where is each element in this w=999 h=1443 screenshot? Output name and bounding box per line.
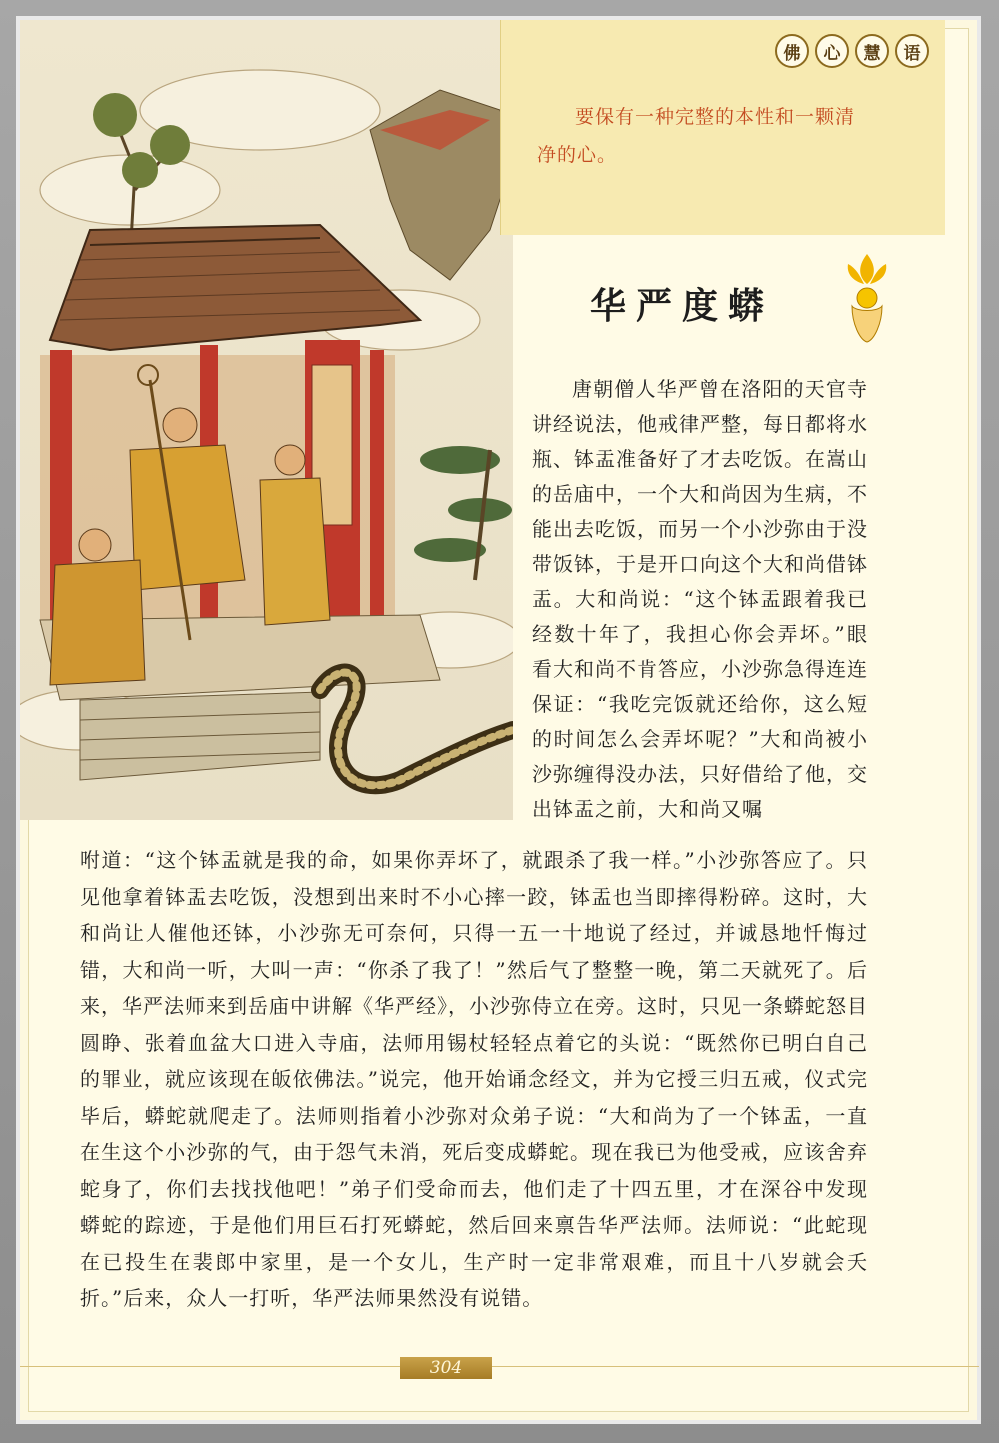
wisdom-box [500, 20, 945, 235]
lotus-hand-icon [838, 250, 896, 350]
page-number: 304 [400, 1357, 492, 1379]
wisdom-char-3: 慧 [855, 34, 889, 68]
wisdom-heading [775, 34, 929, 68]
body-text-full-width: 咐道：“这个钵盂就是我的命，如果你弄坏了，就跟杀了我一样。”小沙弥答应了。只见他拿着钵盂去吃饭，没想到出来时不小心摔一跤，钵盂也当即摔得粉碎。这时，大和尚让人催他还钵，小沙弥无可奈何，只得一五一十地说了经过，并诚恳地忏悔过错，大和尚一听，大叫一声：“你杀了我了！”然后气了整整一晚，第二天就死了。后来，华严法师来到岳庙中讲解《华严经》，小沙弥侍立在旁。这时，只见一条蟒蛇怒目圆睁、张着血盆大口进入寺庙，法师用锡杖轻轻点着它的头说：“既然你已明白自己的罪业，就应该现在皈依佛法。”说完，他开始诵念经文，并为它授三归五戒，仪式完毕后，蟒蛇就爬走了。法师则指着小沙弥对众弟子说：“大和尚为了一个钵盂，一直在生这个小沙弥的气，由于怨气未消，死后变成蟒蛇。现在我已为他受戒，应该舍弃蛇身了，你们去找找他吧！”弟子们受命而去，他们走了十四五里，才在深谷中发现蟒蛇的踪迹，于是他们用巨石打死蟒蛇，然后回来禀告华严法师。法师说：“此蛇现在已投生在裴郎中家里，是一个女儿，生产时一定非常艰难，而且十八岁就会夭折。”后来，众人一打听，华严法师果然没有说错。 [80, 848, 868, 1310]
article-title: 华严度蟒 [590, 285, 775, 327]
wisdom-char-2: 心 [815, 34, 849, 68]
body-text-right-column: 唐朝僧人华严曾在洛阳的天官寺讲经说法，他戒律严整，每日都将水瓶、钵盂准备好了才去吃饭。在嵩山的岳庙中，一个大和尚因为生病，不能出去吃饭，而另一个小沙弥由于没带饭钵，于是开口向这个大和尚借钵盂。大和尚说：“这个钵盂跟着我已经数十年了，我担心你会弄坏。”眼看大和尚不肯答应，小沙弥急得连连保证：“我吃完饭就还给你，这么短的时间怎么会弄坏呢？”大和尚被小沙弥缠得没办法，只好借给了他，交出钵盂之前，大和尚又嘱 [532, 377, 868, 821]
temple-illustration [20, 20, 513, 820]
footer-rule [20, 1366, 979, 1367]
wisdom-char-4: 语 [895, 34, 929, 68]
wisdom-text: 要保有一种完整的本性和一颗清净的心。 [537, 106, 856, 166]
temple-painting [20, 20, 513, 820]
wisdom-char-1: 佛 [775, 34, 809, 68]
